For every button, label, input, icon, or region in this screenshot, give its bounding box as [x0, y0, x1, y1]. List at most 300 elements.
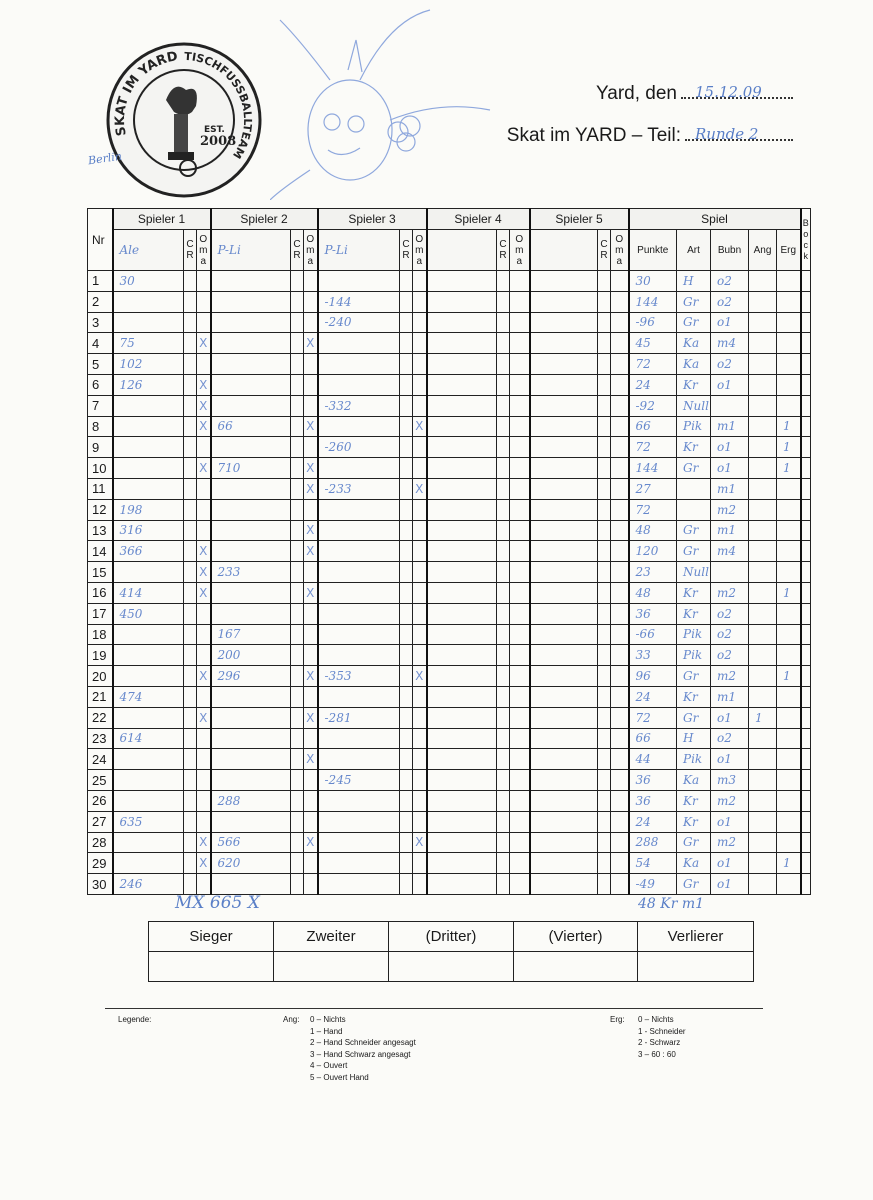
- p2-score[interactable]: 566: [211, 832, 291, 853]
- p3-cr[interactable]: [400, 520, 413, 541]
- punkte-cell[interactable]: 36: [629, 790, 677, 811]
- p3-oma[interactable]: [413, 790, 427, 811]
- p4-score[interactable]: [427, 271, 497, 292]
- p1-score[interactable]: [113, 790, 184, 811]
- punkte-cell[interactable]: 144: [629, 291, 677, 312]
- p2-oma[interactable]: [304, 374, 318, 395]
- p1-oma[interactable]: [197, 499, 211, 520]
- bubn-cell[interactable]: o1: [711, 312, 749, 333]
- p5-cr[interactable]: [598, 645, 611, 666]
- p5-cr[interactable]: [598, 811, 611, 832]
- p1-oma[interactable]: X: [197, 395, 211, 416]
- p5-score[interactable]: [530, 666, 598, 687]
- art-cell[interactable]: Gr: [677, 832, 711, 853]
- p5-score[interactable]: [530, 582, 598, 603]
- p1-cr[interactable]: [184, 520, 197, 541]
- p1-cr[interactable]: [184, 582, 197, 603]
- bock-cell[interactable]: [801, 686, 811, 707]
- bubn-cell[interactable]: o2: [711, 354, 749, 375]
- bock-cell[interactable]: [801, 312, 811, 333]
- p3-score[interactable]: [318, 832, 400, 853]
- p3-cr[interactable]: [400, 437, 413, 458]
- punkte-cell[interactable]: 72: [629, 707, 677, 728]
- p1-cr[interactable]: [184, 437, 197, 458]
- bock-cell[interactable]: [801, 728, 811, 749]
- p4-oma[interactable]: [510, 582, 530, 603]
- p3-oma[interactable]: [413, 312, 427, 333]
- p2-cr[interactable]: [291, 582, 304, 603]
- player-name-2[interactable]: P-Li: [211, 230, 291, 271]
- bock-cell[interactable]: [801, 271, 811, 292]
- p2-score[interactable]: 288: [211, 790, 291, 811]
- punkte-cell[interactable]: 54: [629, 853, 677, 874]
- p4-cr[interactable]: [497, 437, 510, 458]
- p1-cr[interactable]: [184, 478, 197, 499]
- p2-score[interactable]: [211, 541, 291, 562]
- p3-oma[interactable]: [413, 291, 427, 312]
- bock-cell[interactable]: [801, 437, 811, 458]
- p3-oma[interactable]: [413, 437, 427, 458]
- p4-cr[interactable]: [497, 271, 510, 292]
- p3-oma[interactable]: X: [413, 416, 427, 437]
- p3-cr[interactable]: [400, 562, 413, 583]
- p2-oma[interactable]: X: [304, 541, 318, 562]
- bock-cell[interactable]: [801, 354, 811, 375]
- punkte-cell[interactable]: 33: [629, 645, 677, 666]
- punkte-cell[interactable]: 27: [629, 478, 677, 499]
- p4-cr[interactable]: [497, 312, 510, 333]
- p5-cr[interactable]: [598, 707, 611, 728]
- punkte-cell[interactable]: 48: [629, 520, 677, 541]
- p3-cr[interactable]: [400, 790, 413, 811]
- p4-oma[interactable]: [510, 728, 530, 749]
- p2-score[interactable]: [211, 374, 291, 395]
- p1-score[interactable]: [113, 291, 184, 312]
- p2-oma[interactable]: [304, 874, 318, 895]
- p5-oma[interactable]: [611, 749, 629, 770]
- p5-score[interactable]: [530, 291, 598, 312]
- p5-score[interactable]: [530, 832, 598, 853]
- erg-cell[interactable]: [777, 354, 801, 375]
- p3-cr[interactable]: [400, 874, 413, 895]
- erg-cell[interactable]: [777, 562, 801, 583]
- p2-cr[interactable]: [291, 562, 304, 583]
- p4-score[interactable]: [427, 707, 497, 728]
- p3-cr[interactable]: [400, 832, 413, 853]
- p3-oma[interactable]: X: [413, 666, 427, 687]
- p1-oma[interactable]: [197, 354, 211, 375]
- p5-oma[interactable]: [611, 686, 629, 707]
- bubn-cell[interactable]: m1: [711, 478, 749, 499]
- p5-oma[interactable]: [611, 354, 629, 375]
- p3-oma[interactable]: [413, 603, 427, 624]
- p3-oma[interactable]: [413, 811, 427, 832]
- p3-cr[interactable]: [400, 686, 413, 707]
- p5-score[interactable]: [530, 333, 598, 354]
- bubn-cell[interactable]: o1: [711, 374, 749, 395]
- p1-oma[interactable]: X: [197, 582, 211, 603]
- p4-oma[interactable]: [510, 271, 530, 292]
- p2-cr[interactable]: [291, 271, 304, 292]
- result-vierter-cell[interactable]: [514, 952, 638, 982]
- p5-score[interactable]: [530, 437, 598, 458]
- p2-cr[interactable]: [291, 499, 304, 520]
- bubn-cell[interactable]: o1: [711, 811, 749, 832]
- p5-score[interactable]: [530, 458, 598, 479]
- p2-cr[interactable]: [291, 853, 304, 874]
- erg-cell[interactable]: [777, 874, 801, 895]
- p2-cr[interactable]: [291, 686, 304, 707]
- p5-cr[interactable]: [598, 437, 611, 458]
- p1-cr[interactable]: [184, 853, 197, 874]
- p5-oma[interactable]: [611, 478, 629, 499]
- p4-score[interactable]: [427, 645, 497, 666]
- p1-oma[interactable]: [197, 291, 211, 312]
- p1-oma[interactable]: [197, 811, 211, 832]
- p3-score[interactable]: [318, 728, 400, 749]
- p3-score[interactable]: [318, 458, 400, 479]
- p1-oma[interactable]: [197, 603, 211, 624]
- p1-score[interactable]: 450: [113, 603, 184, 624]
- p5-score[interactable]: [530, 770, 598, 791]
- p5-oma[interactable]: [611, 395, 629, 416]
- p4-oma[interactable]: [510, 874, 530, 895]
- p4-oma[interactable]: [510, 707, 530, 728]
- p2-oma[interactable]: X: [304, 832, 318, 853]
- p4-score[interactable]: [427, 853, 497, 874]
- p4-oma[interactable]: [510, 499, 530, 520]
- p2-oma[interactable]: [304, 271, 318, 292]
- bubn-cell[interactable]: o1: [711, 437, 749, 458]
- p4-score[interactable]: [427, 458, 497, 479]
- bubn-cell[interactable]: o1: [711, 853, 749, 874]
- p1-score[interactable]: 474: [113, 686, 184, 707]
- p2-score[interactable]: [211, 499, 291, 520]
- p3-score[interactable]: -144: [318, 291, 400, 312]
- p1-oma[interactable]: [197, 624, 211, 645]
- p1-oma[interactable]: [197, 874, 211, 895]
- p3-score[interactable]: [318, 562, 400, 583]
- p2-score[interactable]: 233: [211, 562, 291, 583]
- ang-cell[interactable]: [749, 333, 777, 354]
- p3-cr[interactable]: [400, 374, 413, 395]
- p5-cr[interactable]: [598, 499, 611, 520]
- p4-score[interactable]: [427, 811, 497, 832]
- art-cell[interactable]: Ka: [677, 770, 711, 791]
- p4-oma[interactable]: [510, 562, 530, 583]
- p2-oma[interactable]: [304, 686, 318, 707]
- art-cell[interactable]: Kr: [677, 603, 711, 624]
- result-dritter-cell[interactable]: [389, 952, 514, 982]
- p4-cr[interactable]: [497, 874, 510, 895]
- p2-score[interactable]: [211, 582, 291, 603]
- p1-score[interactable]: 635: [113, 811, 184, 832]
- p3-oma[interactable]: [413, 374, 427, 395]
- p1-score[interactable]: 126: [113, 374, 184, 395]
- erg-cell[interactable]: 1: [777, 666, 801, 687]
- erg-cell[interactable]: [777, 291, 801, 312]
- punkte-cell[interactable]: 66: [629, 728, 677, 749]
- ang-cell[interactable]: [749, 499, 777, 520]
- p2-cr[interactable]: [291, 395, 304, 416]
- p5-score[interactable]: [530, 707, 598, 728]
- punkte-cell[interactable]: 30: [629, 271, 677, 292]
- art-cell[interactable]: Gr: [677, 874, 711, 895]
- p5-score[interactable]: [530, 478, 598, 499]
- erg-cell[interactable]: [777, 603, 801, 624]
- p5-oma[interactable]: [611, 811, 629, 832]
- p4-oma[interactable]: [510, 374, 530, 395]
- p5-score[interactable]: [530, 749, 598, 770]
- p1-oma[interactable]: [197, 749, 211, 770]
- p1-cr[interactable]: [184, 354, 197, 375]
- bock-cell[interactable]: [801, 333, 811, 354]
- p5-cr[interactable]: [598, 333, 611, 354]
- p2-cr[interactable]: [291, 874, 304, 895]
- player-name-5[interactable]: [530, 230, 598, 271]
- p2-score[interactable]: [211, 478, 291, 499]
- p2-cr[interactable]: [291, 749, 304, 770]
- p3-score[interactable]: [318, 853, 400, 874]
- p5-cr[interactable]: [598, 832, 611, 853]
- p2-oma[interactable]: [304, 354, 318, 375]
- p2-cr[interactable]: [291, 832, 304, 853]
- p1-cr[interactable]: [184, 874, 197, 895]
- punkte-cell[interactable]: 23: [629, 562, 677, 583]
- p5-score[interactable]: [530, 790, 598, 811]
- erg-cell[interactable]: [777, 749, 801, 770]
- bubn-cell[interactable]: m1: [711, 686, 749, 707]
- p2-oma[interactable]: X: [304, 666, 318, 687]
- bubn-cell[interactable]: [711, 395, 749, 416]
- p3-oma[interactable]: [413, 395, 427, 416]
- p3-oma[interactable]: X: [413, 478, 427, 499]
- p4-score[interactable]: [427, 749, 497, 770]
- p3-cr[interactable]: [400, 645, 413, 666]
- p1-score[interactable]: [113, 770, 184, 791]
- bubn-cell[interactable]: m2: [711, 666, 749, 687]
- date-field[interactable]: [681, 83, 793, 101]
- ang-cell[interactable]: [749, 582, 777, 603]
- part-field[interactable]: [685, 125, 793, 143]
- p1-oma[interactable]: X: [197, 707, 211, 728]
- p3-cr[interactable]: [400, 728, 413, 749]
- p4-score[interactable]: [427, 770, 497, 791]
- p5-cr[interactable]: [598, 271, 611, 292]
- p2-score[interactable]: [211, 291, 291, 312]
- p2-cr[interactable]: [291, 354, 304, 375]
- bubn-cell[interactable]: [711, 562, 749, 583]
- p4-score[interactable]: [427, 582, 497, 603]
- art-cell[interactable]: Gr: [677, 666, 711, 687]
- p2-cr[interactable]: [291, 645, 304, 666]
- ang-cell[interactable]: [749, 312, 777, 333]
- p2-oma[interactable]: X: [304, 416, 318, 437]
- p1-score[interactable]: [113, 416, 184, 437]
- p3-cr[interactable]: [400, 666, 413, 687]
- p5-cr[interactable]: [598, 728, 611, 749]
- ang-cell[interactable]: [749, 354, 777, 375]
- punkte-cell[interactable]: 144: [629, 458, 677, 479]
- p3-oma[interactable]: [413, 333, 427, 354]
- p2-oma[interactable]: [304, 811, 318, 832]
- bubn-cell[interactable]: m1: [711, 416, 749, 437]
- erg-cell[interactable]: 1: [777, 582, 801, 603]
- p4-cr[interactable]: [497, 416, 510, 437]
- bock-cell[interactable]: [801, 416, 811, 437]
- p1-oma[interactable]: [197, 312, 211, 333]
- p1-cr[interactable]: [184, 458, 197, 479]
- p3-oma[interactable]: [413, 624, 427, 645]
- player-name-1[interactable]: Ale: [113, 230, 184, 271]
- art-cell[interactable]: Kr: [677, 374, 711, 395]
- punkte-cell[interactable]: 44: [629, 749, 677, 770]
- punkte-cell[interactable]: 36: [629, 603, 677, 624]
- p1-cr[interactable]: [184, 728, 197, 749]
- p1-oma[interactable]: X: [197, 562, 211, 583]
- p5-score[interactable]: [530, 499, 598, 520]
- p4-cr[interactable]: [497, 770, 510, 791]
- p4-oma[interactable]: [510, 686, 530, 707]
- ang-cell[interactable]: 1: [749, 707, 777, 728]
- p3-score[interactable]: [318, 874, 400, 895]
- p1-cr[interactable]: [184, 832, 197, 853]
- p4-oma[interactable]: [510, 312, 530, 333]
- ang-cell[interactable]: [749, 749, 777, 770]
- p4-oma[interactable]: [510, 624, 530, 645]
- p2-score[interactable]: 620: [211, 853, 291, 874]
- p1-cr[interactable]: [184, 666, 197, 687]
- erg-cell[interactable]: [777, 686, 801, 707]
- bubn-cell[interactable]: m3: [711, 770, 749, 791]
- p4-score[interactable]: [427, 374, 497, 395]
- p2-score[interactable]: [211, 728, 291, 749]
- p2-score[interactable]: 296: [211, 666, 291, 687]
- p1-oma[interactable]: [197, 728, 211, 749]
- bock-cell[interactable]: [801, 770, 811, 791]
- punkte-cell[interactable]: 36: [629, 770, 677, 791]
- art-cell[interactable]: Ka: [677, 853, 711, 874]
- p2-oma[interactable]: [304, 499, 318, 520]
- p4-score[interactable]: [427, 312, 497, 333]
- bubn-cell[interactable]: m1: [711, 520, 749, 541]
- bubn-cell[interactable]: o1: [711, 874, 749, 895]
- erg-cell[interactable]: [777, 333, 801, 354]
- ang-cell[interactable]: [749, 666, 777, 687]
- p1-score[interactable]: [113, 832, 184, 853]
- p1-oma[interactable]: [197, 520, 211, 541]
- p1-oma[interactable]: X: [197, 853, 211, 874]
- bock-cell[interactable]: [801, 499, 811, 520]
- punkte-cell[interactable]: 66: [629, 416, 677, 437]
- p2-oma[interactable]: X: [304, 749, 318, 770]
- p5-oma[interactable]: [611, 312, 629, 333]
- bubn-cell[interactable]: m2: [711, 499, 749, 520]
- p4-cr[interactable]: [497, 458, 510, 479]
- p5-oma[interactable]: [611, 666, 629, 687]
- p4-cr[interactable]: [497, 790, 510, 811]
- p3-oma[interactable]: [413, 354, 427, 375]
- p1-score[interactable]: 614: [113, 728, 184, 749]
- p1-score[interactable]: 75: [113, 333, 184, 354]
- p4-oma[interactable]: [510, 790, 530, 811]
- p4-oma[interactable]: [510, 395, 530, 416]
- punkte-cell[interactable]: 24: [629, 686, 677, 707]
- ang-cell[interactable]: [749, 811, 777, 832]
- bubn-cell[interactable]: m4: [711, 333, 749, 354]
- p5-cr[interactable]: [598, 541, 611, 562]
- p1-cr[interactable]: [184, 686, 197, 707]
- p1-oma[interactable]: [197, 790, 211, 811]
- erg-cell[interactable]: 1: [777, 416, 801, 437]
- p4-cr[interactable]: [497, 499, 510, 520]
- p4-oma[interactable]: [510, 478, 530, 499]
- p3-score[interactable]: -332: [318, 395, 400, 416]
- p5-cr[interactable]: [598, 749, 611, 770]
- erg-cell[interactable]: 1: [777, 437, 801, 458]
- p2-oma[interactable]: [304, 603, 318, 624]
- p5-cr[interactable]: [598, 478, 611, 499]
- p3-cr[interactable]: [400, 603, 413, 624]
- art-cell[interactable]: Gr: [677, 291, 711, 312]
- p5-oma[interactable]: [611, 707, 629, 728]
- bubn-cell[interactable]: o2: [711, 624, 749, 645]
- erg-cell[interactable]: [777, 478, 801, 499]
- p3-score[interactable]: -281: [318, 707, 400, 728]
- art-cell[interactable]: [677, 478, 711, 499]
- bubn-cell[interactable]: m4: [711, 541, 749, 562]
- p2-oma[interactable]: X: [304, 458, 318, 479]
- p1-cr[interactable]: [184, 707, 197, 728]
- p5-oma[interactable]: [611, 562, 629, 583]
- art-cell[interactable]: H: [677, 271, 711, 292]
- p2-score[interactable]: 167: [211, 624, 291, 645]
- p1-cr[interactable]: [184, 312, 197, 333]
- p5-oma[interactable]: [611, 874, 629, 895]
- p5-score[interactable]: [530, 312, 598, 333]
- p1-oma[interactable]: X: [197, 832, 211, 853]
- p1-score[interactable]: 102: [113, 354, 184, 375]
- p4-score[interactable]: [427, 478, 497, 499]
- p5-cr[interactable]: [598, 770, 611, 791]
- p5-oma[interactable]: [611, 541, 629, 562]
- p3-oma[interactable]: [413, 499, 427, 520]
- p1-oma[interactable]: X: [197, 333, 211, 354]
- p4-score[interactable]: [427, 666, 497, 687]
- p1-score[interactable]: 366: [113, 541, 184, 562]
- erg-cell[interactable]: [777, 624, 801, 645]
- p4-oma[interactable]: [510, 770, 530, 791]
- p3-score[interactable]: [318, 582, 400, 603]
- p4-cr[interactable]: [497, 541, 510, 562]
- p3-cr[interactable]: [400, 707, 413, 728]
- p5-oma[interactable]: [611, 416, 629, 437]
- p2-cr[interactable]: [291, 707, 304, 728]
- erg-cell[interactable]: [777, 520, 801, 541]
- p4-score[interactable]: [427, 728, 497, 749]
- bock-cell[interactable]: [801, 811, 811, 832]
- p5-cr[interactable]: [598, 374, 611, 395]
- punkte-cell[interactable]: 24: [629, 374, 677, 395]
- p3-oma[interactable]: [413, 728, 427, 749]
- p2-cr[interactable]: [291, 666, 304, 687]
- p5-cr[interactable]: [598, 874, 611, 895]
- p3-cr[interactable]: [400, 624, 413, 645]
- p5-score[interactable]: [530, 395, 598, 416]
- p1-score[interactable]: 414: [113, 582, 184, 603]
- ang-cell[interactable]: [749, 374, 777, 395]
- p4-score[interactable]: [427, 395, 497, 416]
